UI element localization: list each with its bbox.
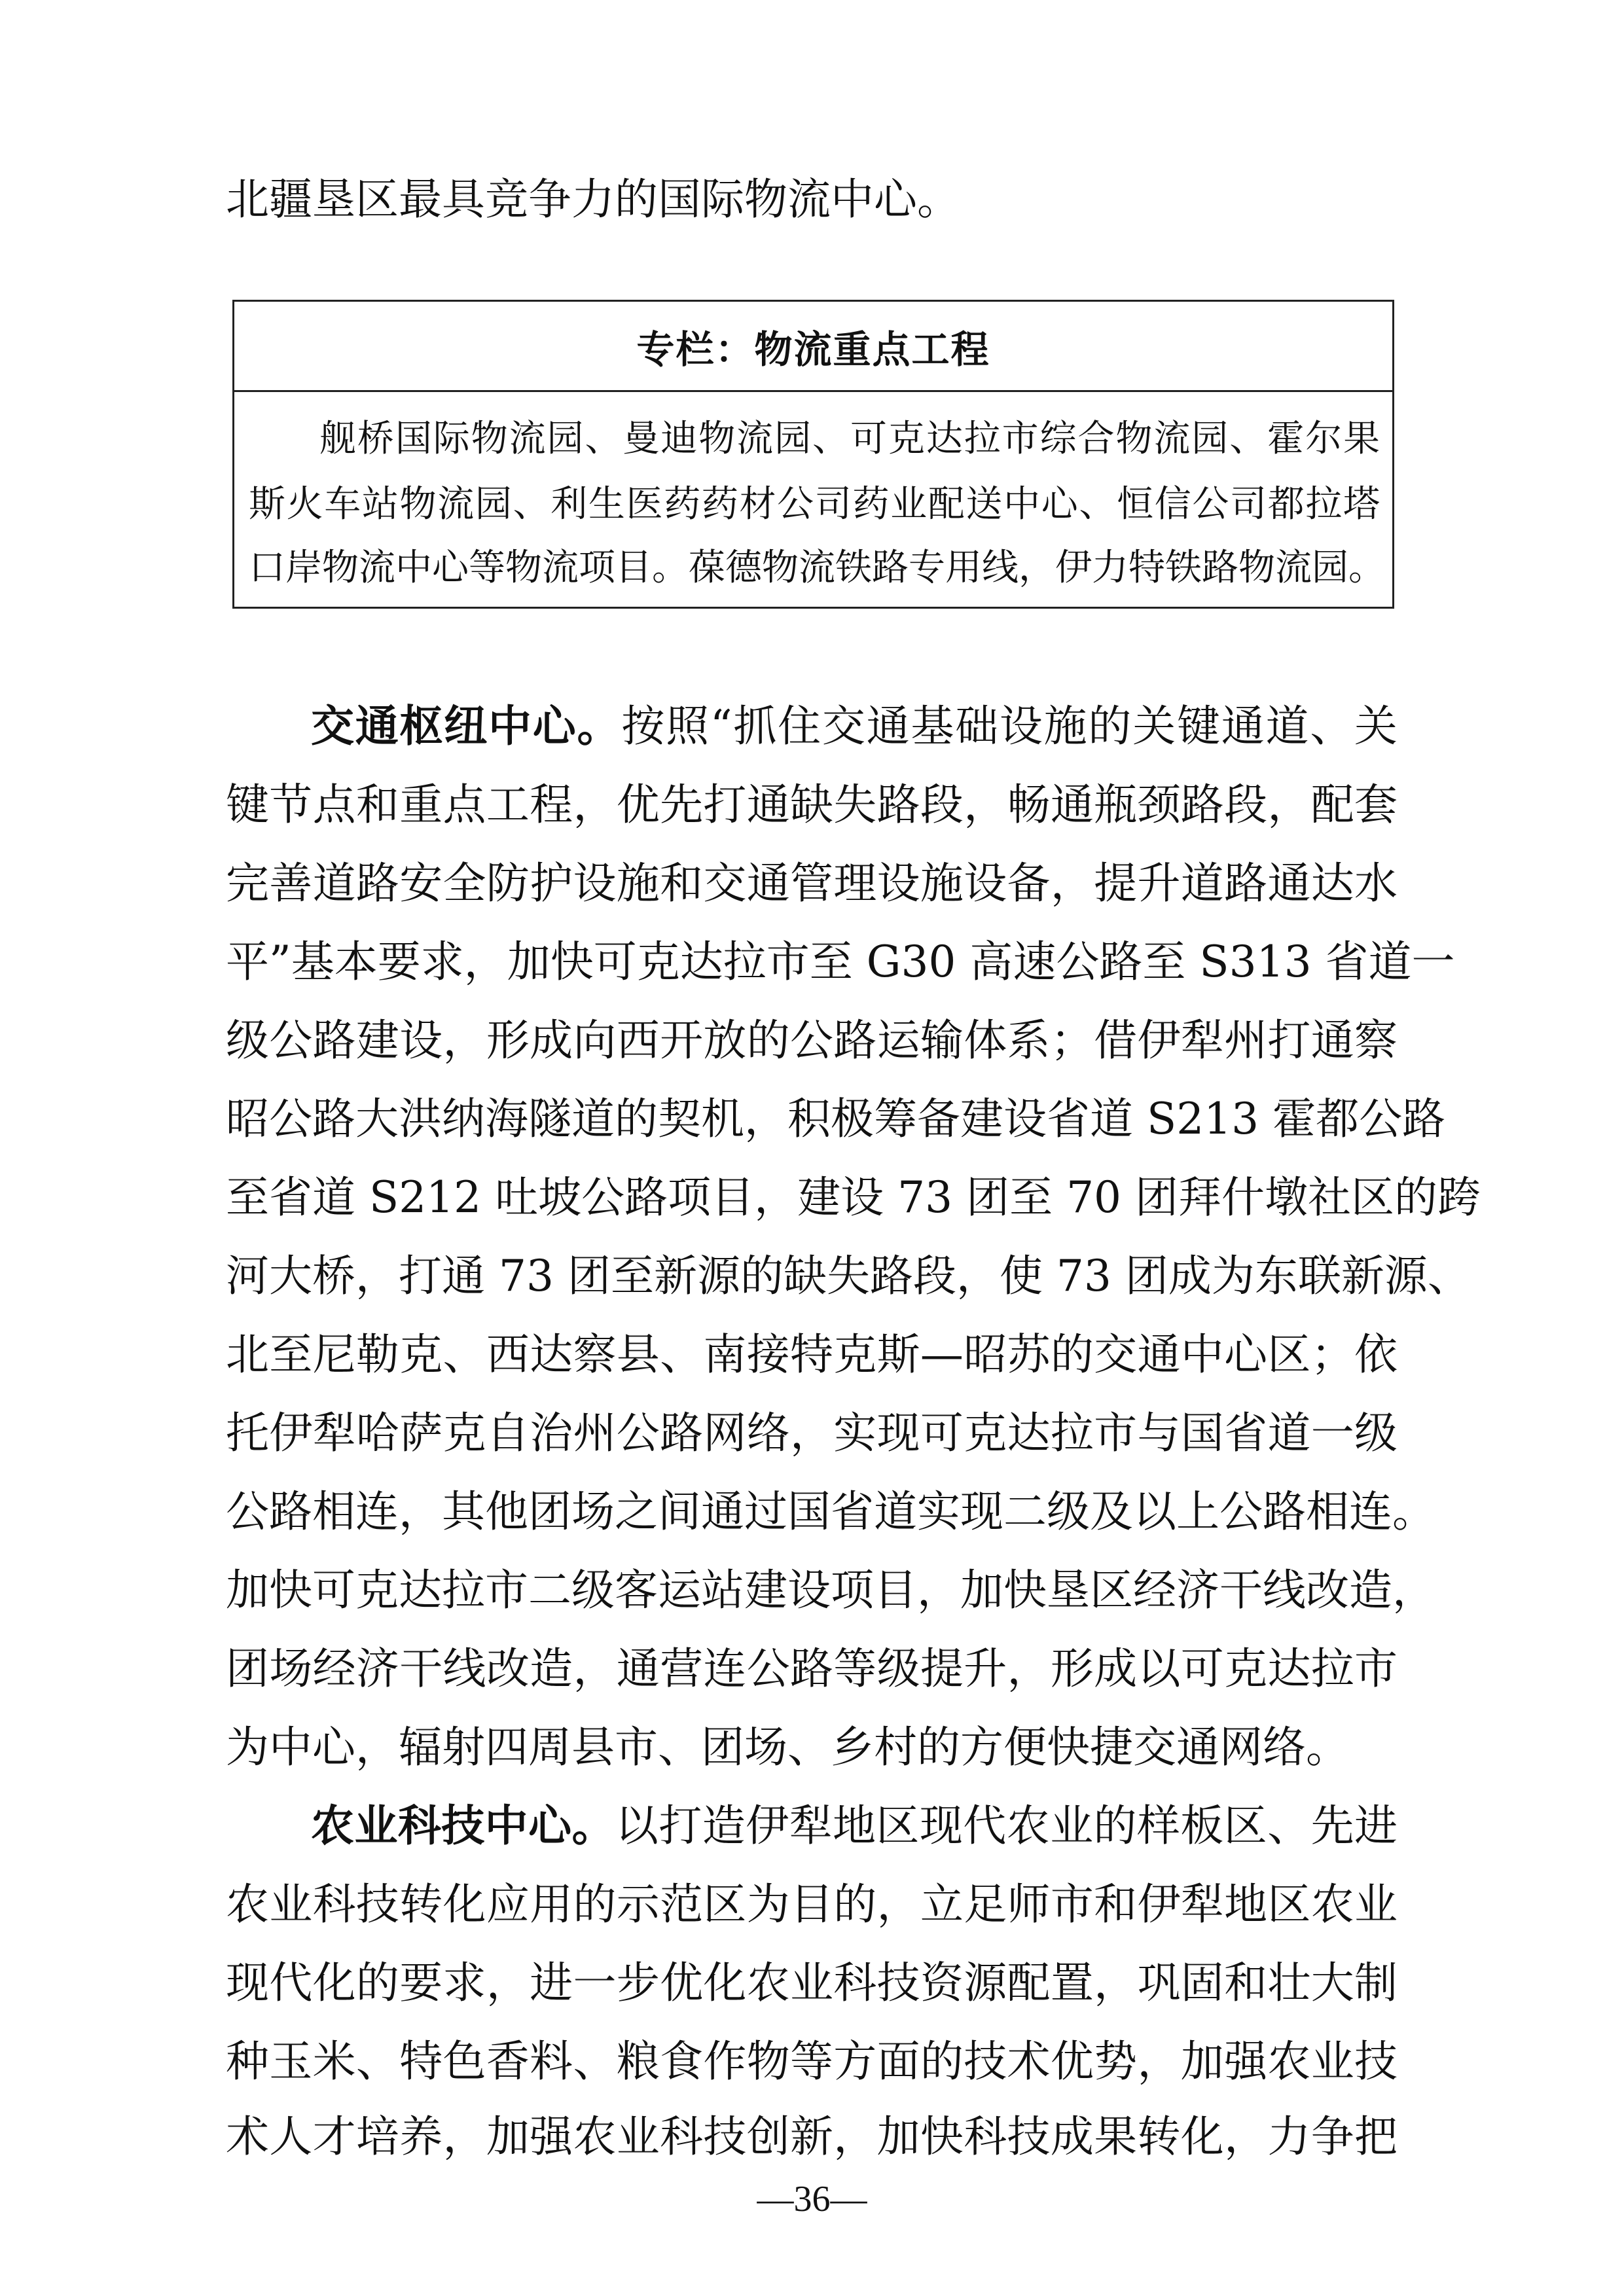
paragraph-line: 术人才培养，加强农业科技创新，加快科技成果转化，力争把 <box>226 2111 1398 2162</box>
feature-column-box <box>232 300 1394 609</box>
feature-column-header <box>234 302 1392 392</box>
paragraph-line: 级公路建设，形成向西开放的公路运输体系；借伊犁州打通察 <box>226 1015 1398 1066</box>
section-transport-lead: 按照“抓住交通基础设施的关键通道、关 <box>621 701 1398 751</box>
feature-column-line: 舰桥国际物流园、曼迪物流园、可克达拉市综合物流园、霍尔果 <box>319 418 1380 460</box>
feature-column-title: 专栏：物流重点工程 <box>636 327 990 372</box>
page-number: —36— <box>757 2179 867 2219</box>
section-transport-heading: 交通枢纽中心。 <box>311 701 622 751</box>
paragraph-line: 至省道 S212 吐坡公路项目，建设 73 团至 70 团拜什墩社区的跨 <box>226 1172 1481 1223</box>
paragraph-line: 为中心，辐射四周县市、团场、乡村的方便快捷交通网络。 <box>226 1722 1349 1772</box>
paragraph-line: 北至尼勒克、西达察县、南接特克斯—昭苏的交通中心区；依 <box>226 1329 1398 1380</box>
section-agritech-heading: 农业科技中心。 <box>311 1801 615 1851</box>
paragraph-line: 现代化的要求，进一步优化农业科技资源配置，巩固和壮大制 <box>226 1958 1398 2008</box>
paragraph-line: 昭公路大洪纳海隧道的契机，积极筹备建设省道 S213 霍都公路 <box>226 1094 1446 1144</box>
paragraph-line: 农业科技转化应用的示范区为目的，立足师市和伊犁地区农业 <box>226 1879 1398 1929</box>
feature-column-line: 口岸物流中心等物流项目。葆德物流铁路专用线，伊力特铁路物流园。 <box>249 547 1385 589</box>
feature-column-line: 斯火车站物流园、利生医药药材公司药业配送中心、恒信公司都拉塔 <box>249 483 1380 526</box>
paragraph-line: 键节点和重点工程，优先打通缺失路段，畅通瓶颈路段，配套 <box>226 780 1398 830</box>
section-agritech-first-line <box>311 1793 1398 1859</box>
paragraph-line: 团场经济干线改造，通营连公路等级提升，形成以可克达拉市 <box>226 1643 1398 1694</box>
paragraph-line: 托伊犁哈萨克自治州公路网络，实现可克达拉市与国省道一级 <box>226 1408 1398 1458</box>
section-agritech-lead: 以打造伊犁地区现代农业的样板区、先进 <box>615 1801 1398 1851</box>
paragraph-line: 加快可克达拉市二级客运站建设项目，加快垦区经济干线改造， <box>226 1565 1435 1615</box>
paragraph-line: 平”基本要求，加快可克达拉市至 G30 高速公路至 S313 省道一 <box>226 937 1455 987</box>
paragraph-line: 公路相连，其他团场之间通过国省道实现二级及以上公路相连。 <box>226 1486 1435 1537</box>
paragraph-line: 完善道路安全防护设施和交通管理设施设备，提升道路通达水 <box>226 858 1398 908</box>
paragraph-line: 河大桥，打通 73 团至新源的缺失路段，使 73 团成为东联新源、 <box>226 1251 1471 1301</box>
paragraph-line: 种玉米、特色香料、粮食作物等方面的技术优势，加强农业技 <box>226 2036 1398 2087</box>
section-transport-first-line <box>311 694 1398 759</box>
intro-line: 北疆垦区最具竞争力的国际物流中心。 <box>226 174 960 224</box>
